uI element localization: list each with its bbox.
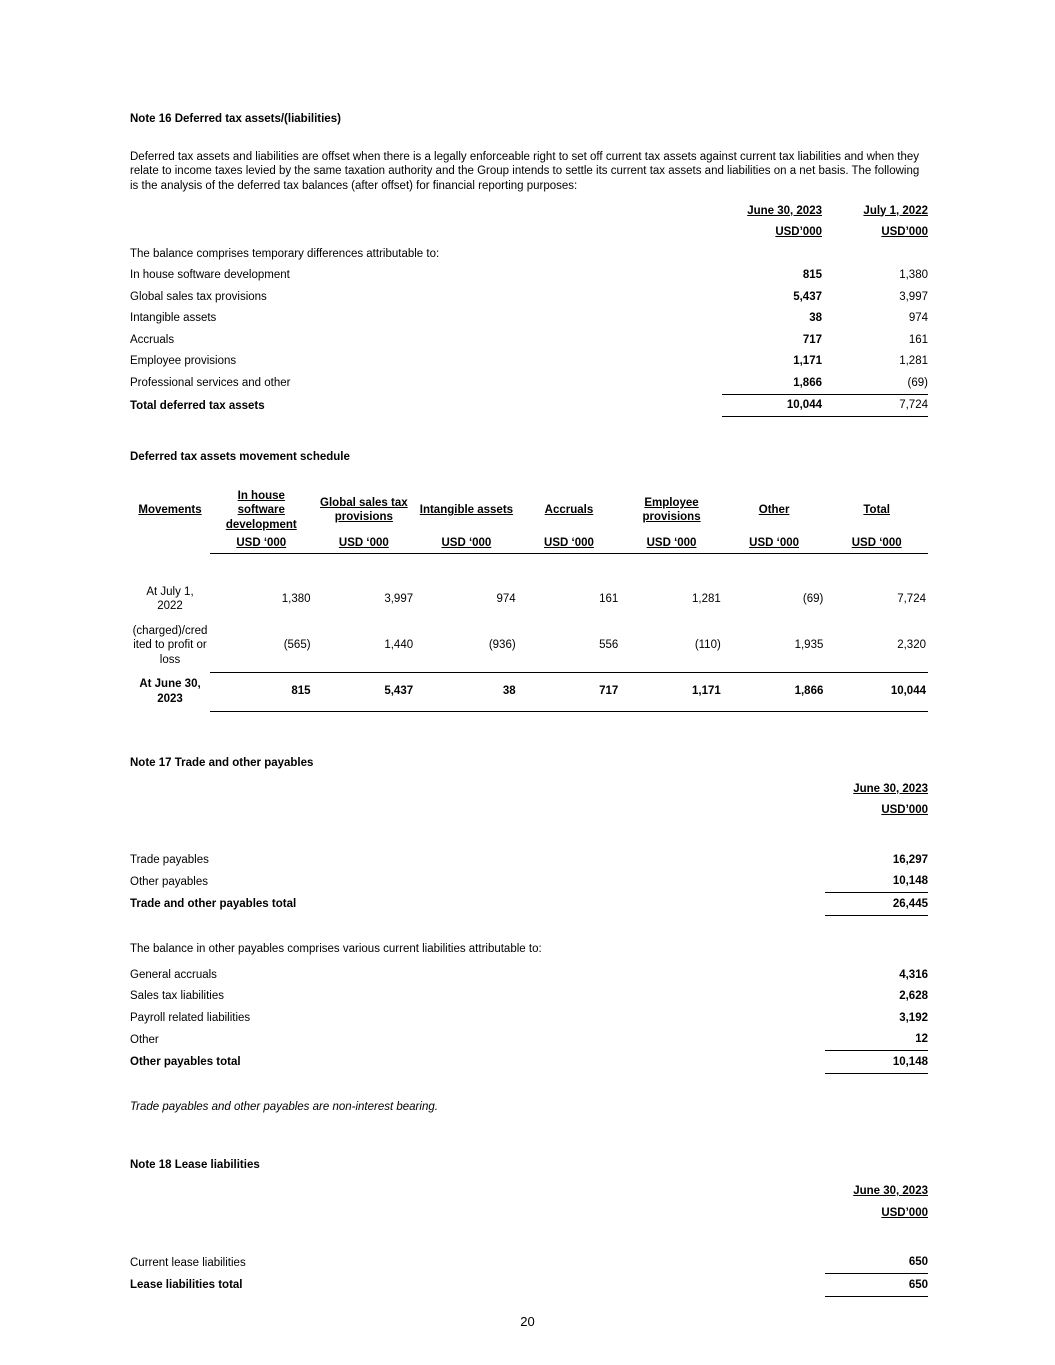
table-row [130, 1029, 928, 1051]
row-label: Professional services and other [130, 377, 291, 389]
table-row [130, 265, 928, 287]
row-label: (charged)/credited to profit or loss [132, 624, 208, 666]
row-label: Intangible assets [130, 312, 217, 324]
row-value: 7,724 [897, 592, 926, 605]
unit-label: USD ‘000 [518, 534, 621, 553]
row-value: (110) [694, 638, 721, 651]
row-value: 1,935 [794, 638, 824, 651]
note17-paragraph: The balance in other payables comprises various current liabilities attributable to: [130, 942, 542, 955]
table-total-row [130, 1051, 928, 1074]
note17-payables-table [130, 778, 928, 916]
table-total-row [130, 394, 928, 417]
column-header: Employee provisions [642, 496, 701, 524]
table-row [130, 871, 928, 893]
row-value: 16,297 [892, 853, 928, 866]
total-label: Trade and other payables total [130, 898, 297, 910]
table-total-row [130, 1274, 928, 1297]
total-value: 717 [518, 672, 621, 711]
row-value: (565) [283, 638, 311, 651]
movement-unit-row [130, 534, 928, 553]
unit-label: USD’000 [881, 804, 928, 816]
table-row [130, 308, 928, 330]
total-value: 5,437 [313, 672, 416, 711]
total-value: 650 [825, 1274, 928, 1297]
note17-unit-row [130, 800, 928, 822]
column-header: In house software development [225, 489, 297, 531]
note18-title: Note 18 Lease liabilities [130, 1159, 260, 1171]
total-value: 26,445 [825, 893, 928, 916]
spacer-row [130, 1224, 928, 1252]
row-value-2023: 717 [802, 333, 822, 346]
row-value-2022: 1,281 [899, 355, 928, 367]
column-header: Movements [138, 504, 202, 516]
row-value: 2,628 [899, 990, 928, 1002]
total-label: Other payables total [130, 1056, 241, 1068]
movement-row [130, 580, 928, 619]
row-value-2022: 161 [908, 333, 928, 346]
note18-unit-row [130, 1202, 928, 1224]
row-value-2023: 5,437 [793, 290, 822, 303]
table-row [130, 986, 928, 1008]
unit-label: USD’000 [881, 1206, 928, 1219]
note16-subheading-row [130, 243, 928, 265]
movement-header-row [130, 487, 928, 535]
unit-label: USD’000 [881, 226, 928, 238]
column-header: Intangible assets [419, 504, 514, 516]
row-value: 3,997 [384, 592, 414, 605]
spacer-row [130, 821, 928, 849]
row-value: 161 [599, 592, 619, 605]
movement-section [130, 450, 928, 712]
row-label: Trade payables [130, 853, 209, 866]
column-header: Total [863, 504, 890, 516]
note16-header-row [130, 200, 928, 222]
table-row [130, 849, 928, 871]
row-value: 4,316 [899, 968, 928, 981]
table-row [130, 964, 928, 986]
page-number: 20 [520, 1313, 535, 1329]
note17-section [130, 756, 928, 1115]
table-row [130, 1252, 928, 1274]
total-value: 10,148 [825, 1051, 928, 1074]
note16-section [130, 112, 928, 417]
row-value-2023: 815 [802, 269, 822, 281]
row-value-2023: 38 [809, 312, 822, 324]
row-label: Global sales tax provisions [130, 290, 267, 303]
table-row [130, 351, 928, 373]
row-label: Payroll related liabilities [130, 1011, 251, 1024]
row-label: Sales tax liabilities [130, 990, 224, 1002]
unit-label: USD ‘000 [825, 534, 928, 553]
spacer-row [130, 553, 928, 580]
row-value: 650 [825, 1252, 928, 1274]
column-header: Other [758, 504, 790, 516]
note18-section [130, 1158, 928, 1297]
note18-table [130, 1181, 928, 1297]
row-label: Other payables [130, 875, 208, 888]
column-header-2023: June 30, 2023 [853, 782, 928, 795]
note17-title: Note 17 Trade and other payables [130, 756, 314, 769]
column-header-2023: June 30, 2023 [747, 204, 822, 217]
row-value-2023: 1,866 [722, 372, 822, 394]
column-header: Accruals [544, 504, 594, 516]
row-value-2022: 3,997 [899, 290, 928, 303]
total-label: Lease liabilities total [130, 1279, 243, 1291]
total-value-2023: 10,044 [722, 394, 822, 417]
note16-intro: Deferred tax assets and liabilities are offset when there is a legally enforceable right to set off current tax assets against current tax liabilities and when they relate to income taxes levied by the same taxation authority and the Group intends to settle its current tax assets and liabilities on a net basis. The following is the analysis of the deferred tax balances (after offset) for financial reporting purposes: [130, 150, 920, 192]
unit-label: USD ‘000 [723, 534, 826, 553]
movement-row [130, 619, 928, 673]
row-label: General accruals [130, 968, 217, 981]
row-value: 2,320 [897, 638, 926, 651]
movement-table [130, 487, 928, 712]
row-value-2023: 1,171 [793, 355, 822, 367]
note18-header-row [130, 1181, 928, 1203]
total-value: 815 [210, 672, 313, 711]
note17-header-row [130, 778, 928, 800]
column-header-2023: June 30, 2023 [853, 1185, 928, 1197]
row-value: (69) [802, 592, 824, 605]
row-label: Other [130, 1033, 159, 1046]
column-header: Global sales tax provisions [320, 496, 408, 524]
unit-label: USD’000 [775, 226, 822, 238]
row-label: In house software development [130, 269, 290, 281]
row-value: 10,148 [825, 871, 928, 893]
row-value-2022: 974 [908, 312, 928, 324]
row-label: At July 1, 2022 [146, 585, 194, 612]
column-header-2022: July 1, 2022 [863, 204, 928, 217]
table-row [130, 372, 928, 394]
unit-label: USD ‘000 [210, 534, 313, 553]
row-value-2022: 1,380 [899, 269, 928, 281]
row-value: 974 [496, 592, 516, 605]
table-row [130, 1007, 928, 1029]
row-value-2022: (69) [822, 372, 928, 394]
movement-title: Deferred tax assets movement schedule [130, 451, 350, 463]
total-value: 1,171 [620, 672, 723, 711]
row-label: Employee provisions [130, 355, 237, 367]
total-value: 38 [415, 672, 518, 711]
unit-label: USD ‘000 [415, 534, 518, 553]
unit-label: USD ‘000 [313, 534, 416, 553]
table-row [130, 329, 928, 351]
row-label: Accruals [130, 333, 175, 346]
total-value: 1,866 [723, 672, 826, 711]
total-value-2022: 7,724 [822, 394, 928, 417]
row-value: 1,281 [692, 592, 721, 605]
row-value: 1,380 [281, 592, 311, 605]
total-label: Total deferred tax assets [130, 399, 265, 412]
total-value: 10,044 [825, 672, 928, 711]
movement-total-row [130, 672, 928, 711]
total-label: At June 30, 2023 [139, 678, 201, 705]
table-total-row [130, 893, 928, 916]
note16-unit-row [130, 222, 928, 244]
row-value: 556 [599, 638, 619, 651]
note16-table [130, 200, 928, 417]
row-value: 12 [825, 1029, 928, 1051]
row-value: (936) [488, 638, 516, 651]
note17-footnote: Trade payables and other payables are non-interest bearing. [130, 1100, 438, 1113]
row-label: Current lease liabilities [130, 1256, 246, 1269]
note17-other-payables-table [130, 964, 928, 1074]
row-value: 3,192 [899, 1011, 928, 1024]
row-value: 1,440 [384, 638, 414, 651]
unit-label: USD ‘000 [620, 534, 723, 553]
note16-title: Note 16 Deferred tax assets/(liabilities) [130, 113, 341, 125]
note16-subheading: The balance comprises temporary differences attributable to: [130, 247, 440, 260]
table-row [130, 286, 928, 308]
